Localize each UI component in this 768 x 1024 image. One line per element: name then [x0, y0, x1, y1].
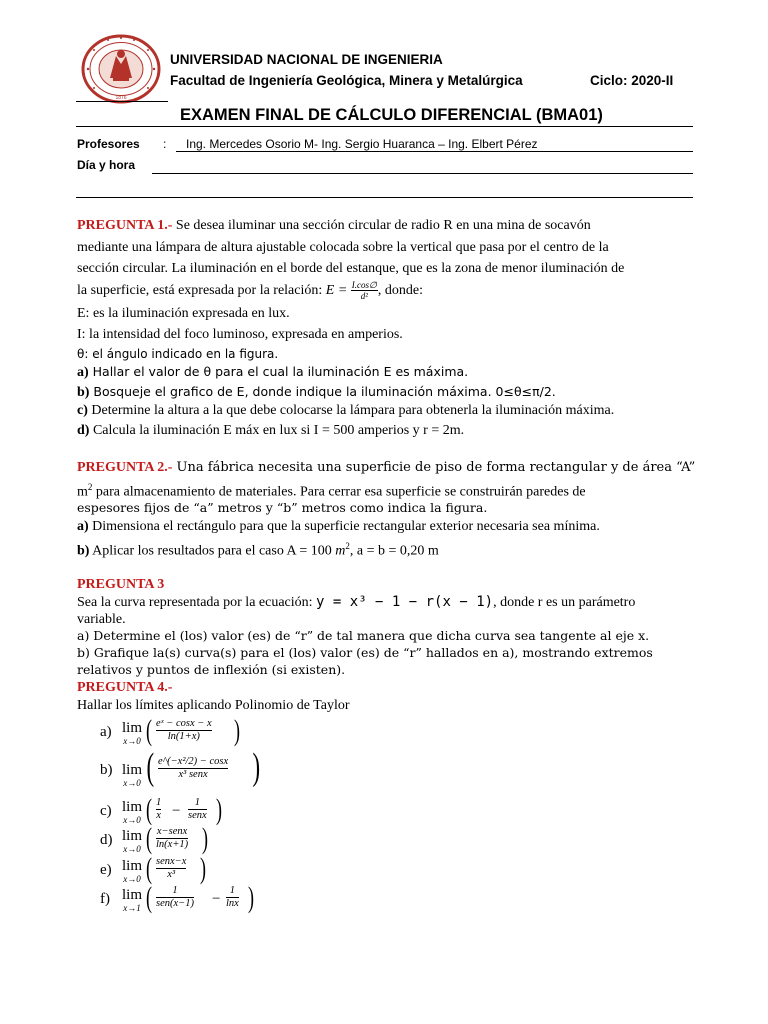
q4-label-line: [77, 678, 172, 697]
q2-line3: espesores fijos de “a” metros y “b” metros como indica la figura.: [77, 500, 488, 515]
limit-e: e) lim x→0 ( senx−x x³ ): [100, 852, 206, 885]
q1-line4: la superficie, está expresada por la relación: E = $\frac{I.\cos\emptyset}{\text{d²}}$ , donde:: [77, 280, 423, 301]
q1-item-a: a) Hallar el valor de θ para el cual la iluminación E es máxima.: [77, 364, 469, 380]
q1-def-i: I: la intensidad del foco luminoso, expresada en amperios.: [77, 327, 403, 342]
q4-label: PREGUNTA 4.-: [77, 680, 173, 695]
university-name: UNIVERSIDAD NACIONAL DE INGENIERIA: [170, 52, 443, 67]
faculty-name: Facultad de Ingeniería Geológica, Minera y Metalúrgica: [170, 73, 523, 88]
q1-line2: mediante una lámpara de altura ajustable colocada sobre la vertical que pasa por el centro de la: [77, 240, 609, 255]
professors-colon: :: [163, 137, 167, 151]
q2-line2: $m^2$ para almacenamiento de materiales. Para cerrar esa superficie se construirán paredes de: [77, 482, 586, 500]
professors-line: [176, 151, 693, 152]
limit-b: b) lim x→0 ( e^(−x²/2) − cosx x³ senx ): [100, 746, 261, 788]
q1-line3: sección circular. La iluminación en el borde del estanque, que es la zona de menor iluminación de: [77, 261, 625, 276]
q3-label-line: [77, 575, 164, 594]
professors-label: Profesores: [77, 137, 140, 151]
q1-def-theta: θ: el ángulo indicado en la figura.: [77, 347, 279, 361]
formula-fraction: $\frac{I.\cos\emptyset}{\text{d²}}$: [351, 280, 377, 301]
exam-title: EXAMEN FINAL DE CÁLCULO DIFERENCIAL (BMA01): [180, 106, 603, 124]
q3-line2: variable.: [77, 612, 126, 627]
q3-item-a: a) Determine el (los) valor (es) de “r” de tal manera que dicha curva sea tangente al eje x.: [77, 628, 650, 643]
q1-item-b: b) Bosqueje el grafico de E, donde indique la iluminación máxima. 0≤θ≤π/2.: [77, 384, 556, 400]
limit-d: d) lim x→0 ( x−senx ln(x+1) ): [100, 822, 208, 855]
q3-item-b2: relativos y puntos de inflexión (si existen).: [77, 662, 346, 677]
seal-year: 1876: [115, 95, 127, 101]
q3-equation: y = x³ − 1 − r(x − 1): [316, 594, 494, 610]
title-underline: [76, 126, 693, 127]
university-seal-logo: [80, 34, 162, 104]
date-line: [152, 173, 693, 174]
q3-item-b1: b) Grafique la(s) curva(s) para el (los) valor (es) de “r” hallados en a), mostrando extremos: [77, 645, 653, 660]
q2-line1: PREGUNTA 2.- Una fábrica necesita una superficie de piso de forma rectangular y de área “A”: [77, 460, 696, 475]
q1-line1: PREGUNTA 1.- Se desea iluminar una sección circular de radio R en una mina de socavón: [77, 218, 591, 233]
formula-e: E =: [325, 283, 348, 299]
q1-item-c: c) Determine la altura a la que debe colocarse la lámpara para obtenerla la iluminación máxima.: [77, 403, 615, 418]
header-bottom-rule: [76, 197, 693, 198]
q2-item-b: b) Aplicar los resultados para el caso A = 100 $m^2$, a = b = 0,20 m: [77, 541, 439, 559]
q2-label: PREGUNTA 2.-: [77, 460, 173, 475]
limit-f: f) lim x→1 ( 1 sen(x−1) − 1 lnx ): [100, 881, 254, 914]
q4-intro: Hallar los límites aplicando Polinomio de Taylor: [77, 698, 350, 713]
limit-c: c) lim x→0 ( 1 x − 1 senx ): [100, 793, 222, 826]
q2-item-a: a) Dimensiona el rectángulo para que la superficie rectangular exterior necesaria sea mínima.: [77, 519, 600, 534]
date-label: Día y hora: [77, 158, 136, 172]
q3-label: PREGUNTA 3: [77, 577, 165, 592]
logo-underline: [76, 101, 168, 102]
q1-item-d: d) Calcula la iluminación E máx en lux si I = 500 amperios y r = 2m.: [77, 423, 465, 438]
professors-value: Ing. Mercedes Osorio M- Ing. Sergio Huaranca – Ing. Elbert Pérez: [186, 137, 538, 151]
q3-line1: Sea la curva representada por la ecuación: y = x³ − 1 − r(x − 1), donde r es un parámetro: [77, 594, 636, 610]
q1-def-e: E: es la iluminación expresada en lux.: [77, 306, 290, 321]
limit-a: a) lim x→0 ( eˣ − cosx − x ln(1+x) ): [100, 714, 240, 747]
q1-label: PREGUNTA 1.-: [77, 218, 173, 233]
cycle-label: Ciclo: 2020-II: [590, 73, 674, 88]
